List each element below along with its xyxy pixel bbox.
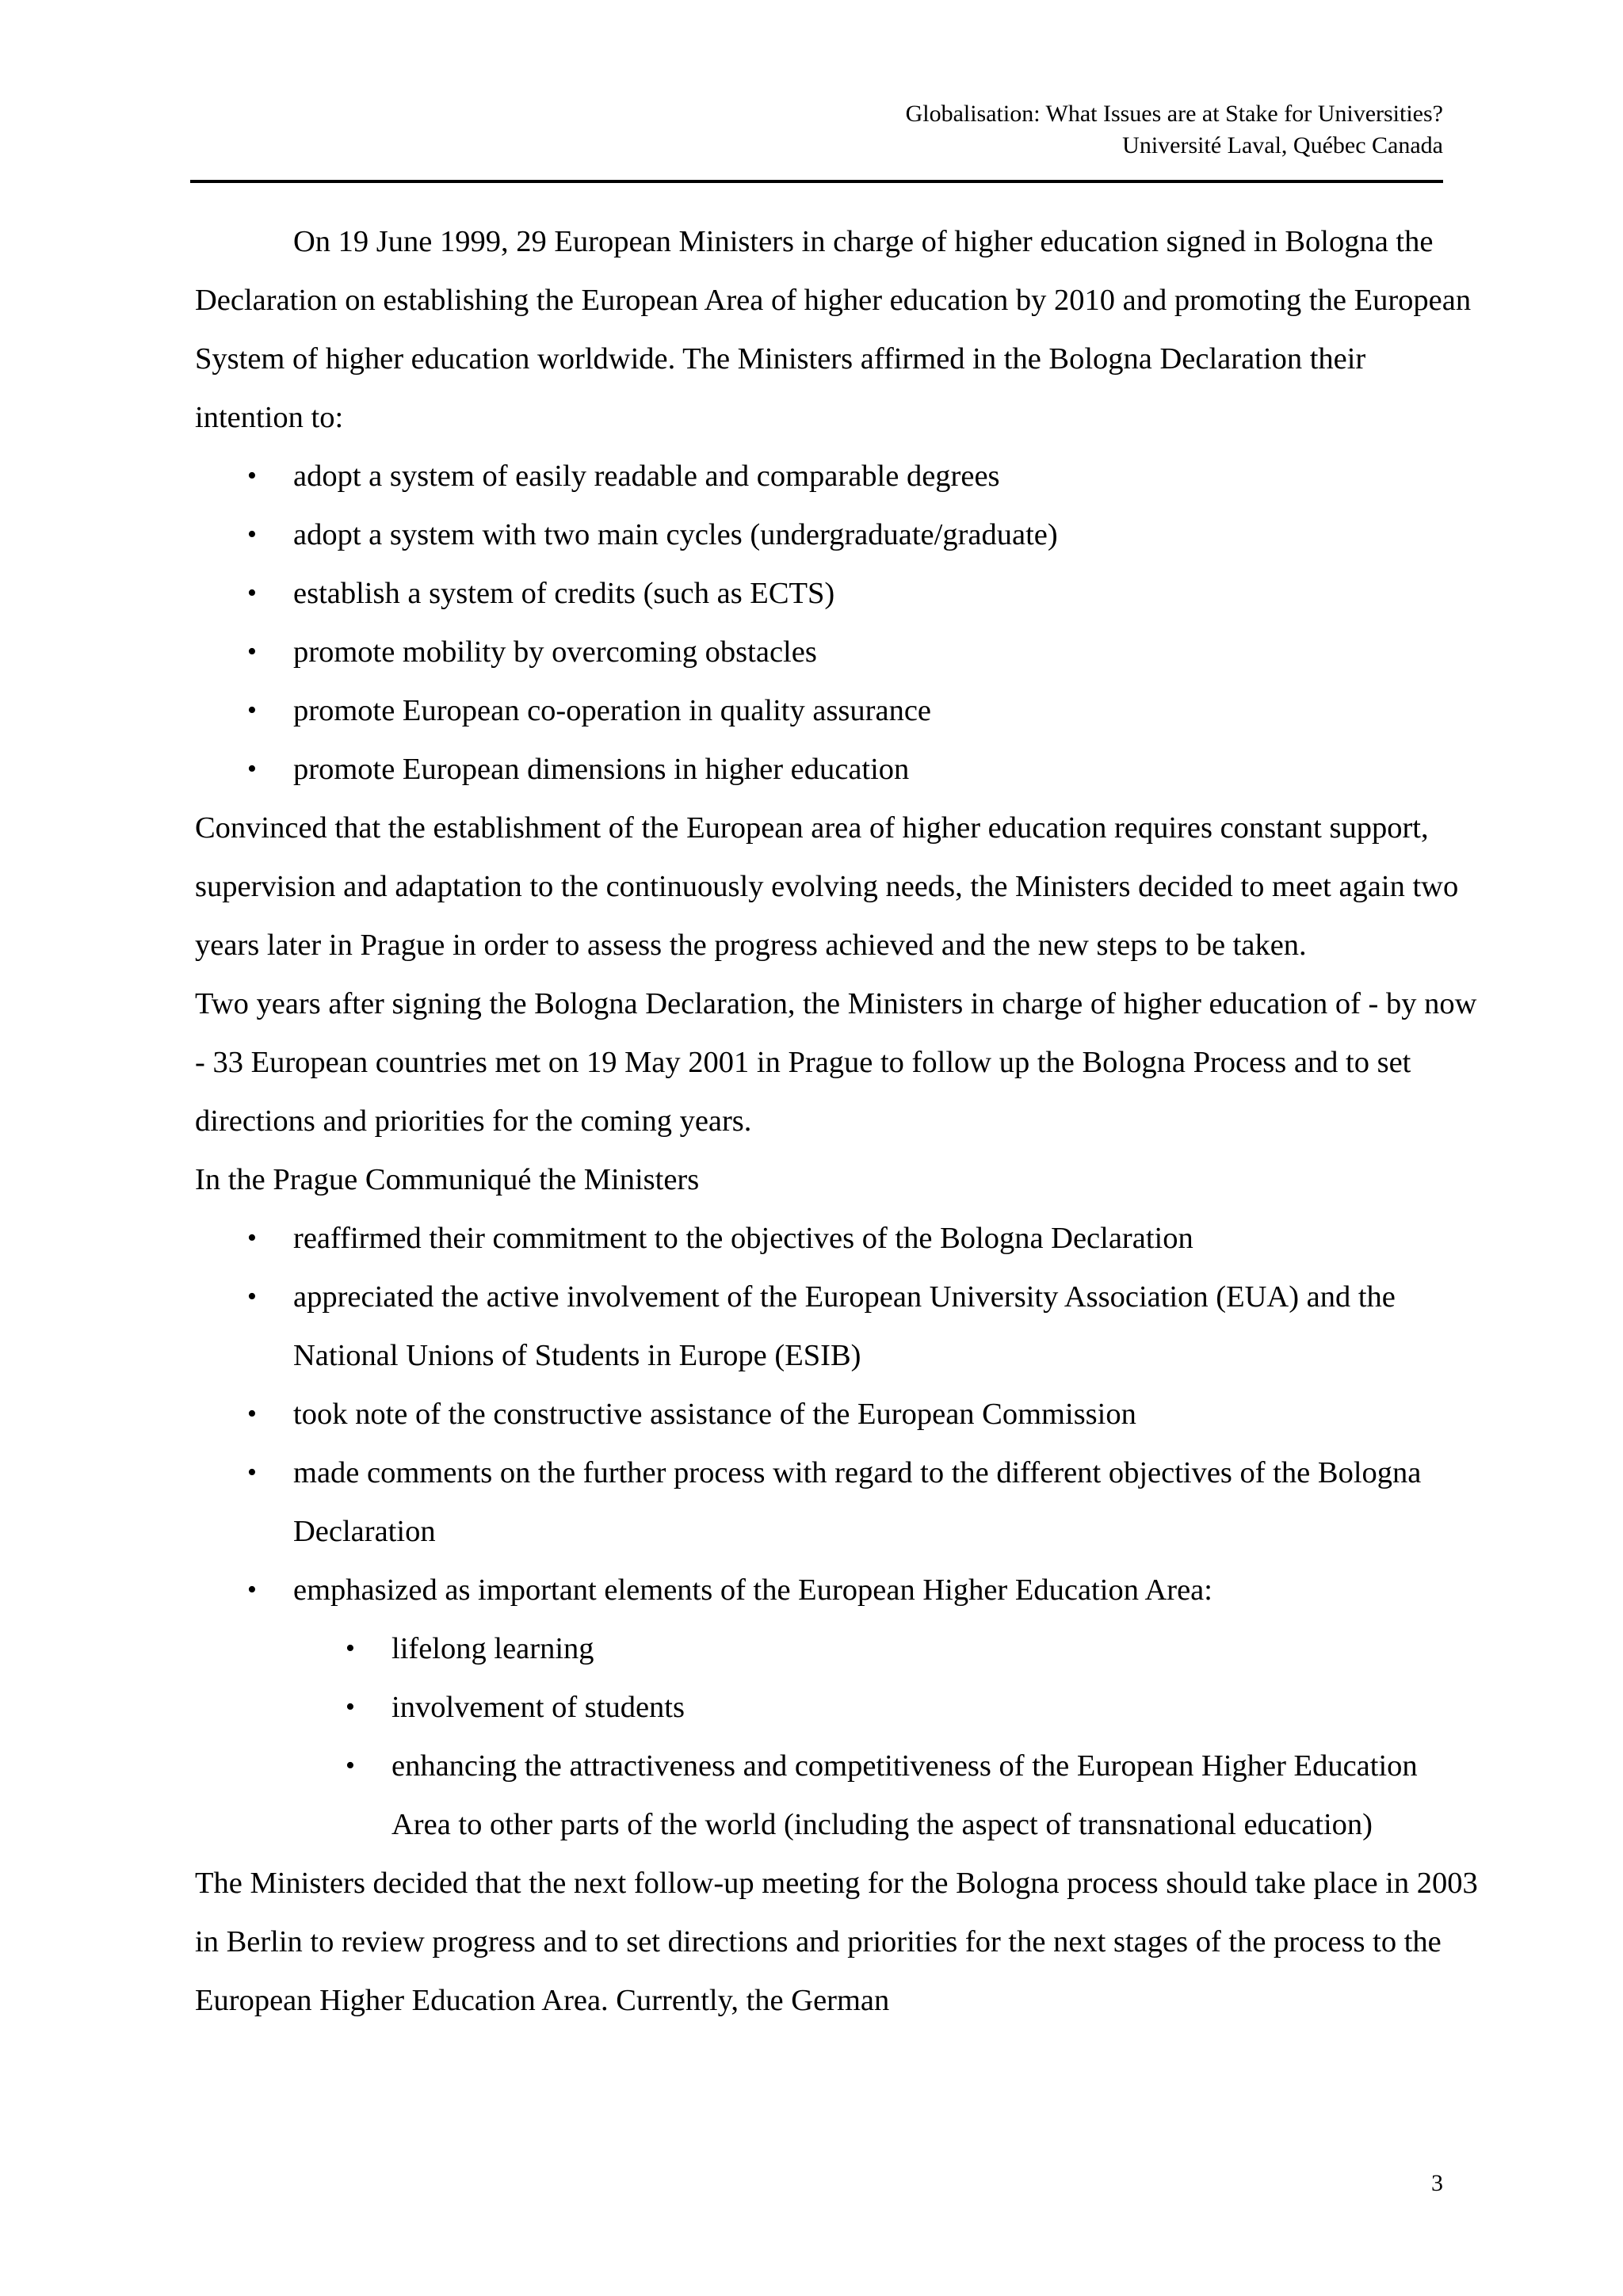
list-item-text: adopt a system with two main cycles (undergraduate/graduate) xyxy=(293,518,1058,551)
bullet-icon: • xyxy=(247,696,257,725)
bullet-icon: • xyxy=(247,1458,257,1487)
list-item xyxy=(195,623,1480,681)
header-rule xyxy=(190,180,1443,183)
list-item xyxy=(195,681,1480,740)
list-item-text: establish a system of credits (such as ECTS) xyxy=(293,577,835,610)
important-elements-list xyxy=(195,1619,1480,1854)
bullet-icon: • xyxy=(247,1223,257,1253)
list-item xyxy=(195,447,1480,505)
bullet-icon: • xyxy=(247,1399,257,1428)
list-item xyxy=(195,564,1480,623)
list-item-text: took note of the constructive assistance of the European Commission xyxy=(293,1398,1136,1431)
list-item xyxy=(195,1268,1480,1385)
list-item-text: involvement of students xyxy=(391,1691,685,1724)
list-item-text: reaffirmed their commitment to the objectives of the Bologna Declaration xyxy=(293,1222,1193,1255)
bullet-icon: • xyxy=(247,1575,257,1604)
running-header xyxy=(190,98,1443,162)
bullet-icon: • xyxy=(247,461,257,490)
list-item-text: adopt a system of easily readable and comparable degrees xyxy=(293,460,1000,493)
paragraph-bologna-declaration: On 19 June 1999, 29 European Ministers in charge of higher education signed in Bologna the Declaration on establishing the European Area of higher education by 2010 and promoting the European System of higher education worldwide. The Ministers affirmed in the Bologna Declaration their intention to: xyxy=(195,225,1472,434)
list-item-text: promote European dimensions in higher education xyxy=(293,753,910,786)
prague-points-list xyxy=(195,1209,1480,1619)
bullet-icon: • xyxy=(247,754,257,784)
list-item xyxy=(195,1561,1480,1619)
sub-list-item xyxy=(195,1737,1480,1854)
list-item xyxy=(195,1209,1480,1268)
list-item xyxy=(195,1444,1480,1561)
paragraph-next-meeting: The Ministers decided that the next follow-up meeting for the Bologna process should take place in 2003 in Berlin to review progress and to set directions and priorities for the next stages of the process to the European Higher Education Area. Currently, the German xyxy=(195,1867,1478,2017)
list-item-text: lifelong learning xyxy=(391,1632,594,1665)
bologna-intentions-list xyxy=(195,447,1480,799)
list-item-text: emphasized as important elements of the European Higher Education Area: xyxy=(293,1573,1212,1607)
page-number: 3 xyxy=(1431,2170,1443,2196)
list-item-text: promote mobility by overcoming obstacles xyxy=(293,635,817,669)
header-title: Globalisation: What Issues are at Stake for Universities? xyxy=(905,101,1443,127)
bullet-icon: • xyxy=(247,520,257,549)
list-item-text: appreciated the active involvement of the European University Association (EUA) and the National Unions of Students in Europe (ESIB) xyxy=(293,1280,1396,1372)
header-institution: Université Laval, Québec Canada xyxy=(1122,132,1443,158)
bullet-icon: • xyxy=(247,637,257,666)
list-item xyxy=(195,1385,1480,1444)
paragraph-two-years-after: Two years after signing the Bologna Declaration, the Ministers in charge of higher education of - by now - 33 European countries met on 19 May 2001 in Prague to follow up the Bologna Process and to set directions and priorities for the coming years. xyxy=(195,987,1477,1138)
paragraph-prague-communique: In the Prague Communiqué the Ministers xyxy=(195,1163,700,1196)
bullet-icon: • xyxy=(346,1634,355,1663)
list-item-text: promote European co-operation in quality assurance xyxy=(293,694,932,727)
list-item xyxy=(195,505,1480,564)
bullet-icon: • xyxy=(346,1692,355,1722)
paragraph-convinced: Convinced that the establishment of the European area of higher education requires constant support, supervision and adaptation to the continuously evolving needs, the Ministers decided to meet again two years later in Prague in order to assess the progress achieved and the new steps to be taken. xyxy=(195,811,1459,962)
sub-list-item xyxy=(195,1619,1480,1678)
document-body xyxy=(195,212,1480,2030)
sub-list-item xyxy=(195,1678,1480,1737)
list-item-text: enhancing the attractiveness and competitiveness of the European Higher Education Area to other parts of the world (including the aspect of transnational education) xyxy=(391,1749,1418,1841)
bullet-icon: • xyxy=(346,1751,355,1780)
list-item xyxy=(195,740,1480,799)
list-item-text: made comments on the further process with regard to the different objectives of the Bologna Declaration xyxy=(293,1456,1422,1548)
bullet-icon: • xyxy=(247,1282,257,1311)
bullet-icon: • xyxy=(247,578,257,608)
